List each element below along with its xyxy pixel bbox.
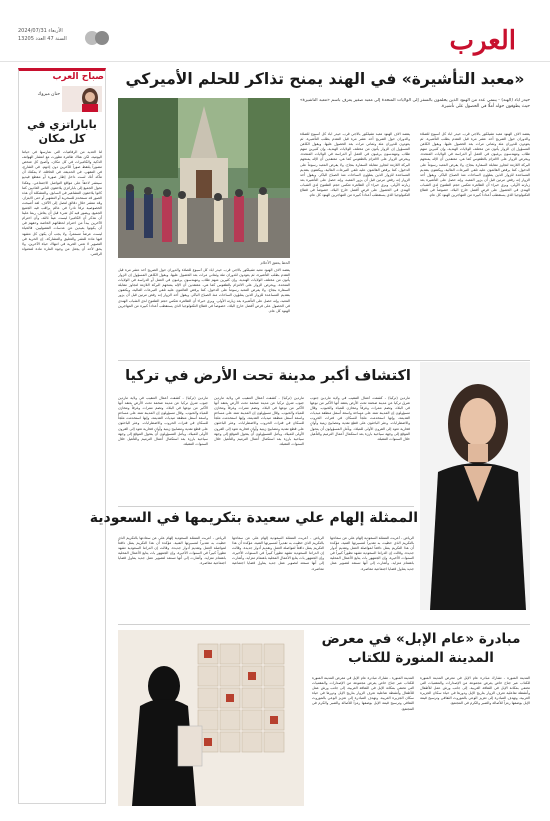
author-photo	[62, 86, 102, 112]
story-1-deck: حيدر آباد (الهند) - ينتمي عدد من الهنود الذين يحلمون بالسفر إلى الولايات المتحدة إلى معبد صغير يعرف باسم «معبد التأشيرة» حيث يطوفون حوله أملًا في الحصول على تأشيرة.	[300, 98, 530, 110]
story-4-body-column: المدينة المنورة - تشارك مبادرة عام الإبل في معرض المدينة المنورة للكتاب عبر جناح خاص يعرض مجموعة من الإصدارات والمقتنيات التي تحتفي بمكانة الإبل في الثقافة العربية، إلى جانب ورش عمل للأطفال وأنشطة تفاعلية تعرف الزوار بتاريخ الإبل ودورها في حياة سكان الجزيرة العربية. وتهدف المبادرة إلى تعزيز الوعي بالموروث الثقافي وترسيخ قيمة الإبل بوصفها رمزاً للأصالة والصبر والكرم في المجتمع.	[420, 676, 530, 706]
story-2-body-column: ماردين (تركيا) - كشفت أعمال التنقيب في ولاية ماردين جنوب شرق تركيا عن مدينة ضخمة تحت الأرض يعتقد أنها الأكبر من نوعها في البلاد، وتضم ممرات وغرفاً ومخازن للمياه والحبوب. وقال مسؤولون إن المدينة تمتد على مساحة واسعة أسفل منطقة ميديات القديمة، وإنها استخدمت ملجأً للسكان في فترات الحروب والاضطرابات. وعثر الباحثون على قطع نقدية ومصابيح زيتية وأوانٍ فخارية تعود إلى القرون الأولى للميلاد. ويأمل المسؤولون أن يتحول الموقع إلى وجهة سياحية بارزة بعد استكمال أعمال الترميم والتأهيل خلال السنوات المقبلة.	[310, 396, 410, 441]
story-2-headline: اكتشاف أكبر مدينة تحت الأرض في تركيا	[125, 368, 411, 384]
issue-line: السنة 47 العدد 13205	[18, 36, 67, 42]
story-1-caption: الحظ يحقق الأحلام	[260, 260, 290, 265]
section-divider	[118, 506, 414, 507]
actress-photo	[420, 362, 530, 610]
section-divider	[118, 360, 530, 361]
sidebar-author-name: حنان مبروك	[37, 92, 60, 97]
story-2-body-column: ماردين (تركيا) - كشفت أعمال التنقيب في ولاية ماردين جنوب شرق تركيا عن مدينة ضخمة تحت الأرض يعتقد أنها الأكبر من نوعها في البلاد، وتضم ممرات وغرفاً ومخازن للمياه والحبوب. وقال مسؤولون إن المدينة تمتد على مساحة واسعة أسفل منطقة ميديات القديمة، وإنها استخدمت ملجأً للسكان في فترات الحروب والاضطرابات. وعثر الباحثون على قطع نقدية ومصابيح زيتية وأوانٍ فخارية تعود إلى القرون الأولى للميلاد. ويأمل المسؤولون أن يتحول الموقع إلى وجهة سياحية بارزة بعد استكمال أعمال الترميم والتأهيل خلال السنوات المقبلة.	[214, 396, 304, 446]
story-1-headline: «معبد التأشيرة» في الهند يمنح تذاكر للحلم الأميركي	[125, 70, 525, 88]
sidebar-section-title: صباح العرب	[52, 72, 104, 82]
logo-text: العرب	[449, 26, 516, 56]
sidebar-body: لنا العديد من الرفاهيات التي نمارسها في حياتنا اليومية، لكن هناك ظاهرة تطورت مع انتشار الهواتف الذكية والكاميرات في كل مكان، وأصبح كل شخص مصوراً يلتقط صوراً للآخرين دون إذنهم. في الشارع، في المقهى، في الحديقة، في الحافلة، لا يمكنك أن تتأكد أنك لست داخل إطار صورة أو مقطع فيديو سينشر لاحقاً على مواقع التواصل الاجتماعي. وهكذا تحول الجميع إلى باباراتزي يلاحقون الناس العاديين كما كانوا يلاحقون المشاهير في السابق. والمشكلة أن هذه الصور قد تستخدم للسخرية أو التشهير أو حتى الابتزاز، وقد تنتشر خلال دقائق لتصل إلى الآلاف. لقد أصبحت الخصوصية ترفاً نادراً في عالم يراقب فيه الجميع الجميع، ويصور فيه كل شيء قبل أن يعاش. ربما علينا أن نتذكر أن الكاميرا ليست عيناً ثالثة، وأن احترام الآخرين يبدأ من احترام لحظاتهم الخاصة وحقهم في أن يكونوا بعيدين عن عدسات الفضوليين. فالحياة ليست عرضاً مستمراً، ولا يجب أن يكون كل مشهد فيها مادة للنشر والتعليق والمشاركة. إن الحرية في التصوير لا تعني الحرية في انتهاك حياة الآخرين، ولا يحق لأحد أن يجعل من وجوه المارة مادة لمحتواه الرقمي.	[22, 150, 102, 256]
story-2-body-column: ماردين (تركيا) - كشفت أعمال التنقيب في ولاية ماردين جنوب شرق تركيا عن مدينة ضخمة تحت الأرض يعتقد أنها الأكبر من نوعها في البلاد، وتضم ممرات وغرفاً ومخازن للمياه والحبوب. وقال مسؤولون إن المدينة تمتد على مساحة واسعة أسفل منطقة ميديات القديمة، وإنها استخدمت ملجأً للسكان في فترات الحروب والاضطرابات. وعثر الباحثون على قطع نقدية ومصابيح زيتية وأوانٍ فخارية تعود إلى القرون الأولى للميلاد. ويأمل المسؤولون أن يتحول الموقع إلى وجهة سياحية بارزة بعد استكمال أعمال الترميم والتأهيل خلال السنوات المقبلة.	[118, 396, 208, 446]
date-line: الأربعاء 2024/07/31	[18, 28, 63, 34]
story-1-body-column: يقصد آلاف الهنود معبد تشيلكور بالاجي قرب حيدر آباد كل أسبوع للصلاة والدوران حول الضريح أحد عشر مرة قبل التقدم بطلب التأشيرة، ثم يعودون للدوران مئة وثماني مرات بعد الحصول عليها. ويقول الكاهن المسؤول إن الزوار يأتون من مختلف الولايات الهندية، وإن كثيرين منهم طلاب ومهندسون يرغبون في العمل أو الدراسة في الولايات المتحدة. ويحرص الزوار على الالتزام بالطقوس كما هي، معتقدين أن الإله يمنحهم البركة اللازمة لتجاوز مقابلة السفارة بنجاح. ولا يفرض المعبد رسوماً على الدخول، كما يرفض القائمون عليه تلقي التبرعات المالية، ويكتفون بتقديم المساعدة للزوار الذين يملؤون الساحات منذ الصباح الباكر. ويقول أحد الزوار إنه رفض مرتين قبل أن يزور المعبد، وإنه حصل على التأشيرة بعد زيارته الأولى. ويرى خبراء أن الظاهرة تعكس حجم الطموح لدى الشباب الهندي في الحصول على فرص أفضل خارج البلاد، خصوصاً في قطاع التكنولوجيا الذي يستقطب أعداداً كبيرة من المهاجرين الهنود كل عام.	[420, 132, 530, 198]
section-divider	[118, 624, 530, 625]
story-3-body-column: الرياض - أعربت الممثلة السعودية إلهام علي عن سعادتها بالتكريم الذي حظيت به تقديراً لمسيرتها الفنية، مؤكدة أن هذا التكريم يمثل دافعاً لمواصلة العمل وتقديم أدوار جديدة. وقالت إن الدراما السعودية تشهد تطوراً كبيراً في السنوات الأخيرة، وإن الجمهور بات يتابع الأعمال المحلية باهتمام متزايد. وأشارت إلى أنها تستعد لتصوير عمل جديد يتناول قضايا اجتماعية معاصرة.	[118, 536, 226, 566]
date-block	[18, 27, 98, 43]
book-fair-photo	[118, 630, 304, 806]
newspaper-logo	[432, 26, 516, 56]
sidebar-headline: باباراتزي في كل مكان	[27, 118, 97, 145]
story-3-body-column: الرياض - أعربت الممثلة السعودية إلهام علي عن سعادتها بالتكريم الذي حظيت به تقديراً لمسيرتها الفنية، مؤكدة أن هذا التكريم يمثل دافعاً لمواصلة العمل وتقديم أدوار جديدة. وقالت إن الدراما السعودية تشهد تطوراً كبيراً في السنوات الأخيرة، وإن الجمهور بات يتابع الأعمال المحلية باهتمام متزايد. وأشارت إلى أنها تستعد لتصوير عمل جديد يتناول قضايا اجتماعية معاصرة.	[330, 536, 414, 571]
story-1-body-column: يقصد آلاف الهنود معبد تشيلكور بالاجي قرب حيدر آباد كل أسبوع للصلاة والدوران حول الضريح أحد عشر مرة قبل التقدم بطلب التأشيرة، ثم يعودون للدوران مئة وثماني مرات بعد الحصول عليها. ويقول الكاهن المسؤول إن الزوار يأتون من مختلف الولايات الهندية، وإن كثيرين منهم طلاب ومهندسون يرغبون في العمل أو الدراسة في الولايات المتحدة. ويحرص الزوار على الالتزام بالطقوس كما هي، معتقدين أن الإله يمنحهم البركة اللازمة لتجاوز مقابلة السفارة بنجاح. ولا يفرض المعبد رسوماً على الدخول، كما يرفض القائمون عليه تلقي التبرعات المالية، ويكتفون بتقديم المساعدة للزوار الذين يملؤون الساحات منذ الصباح الباكر. ويقول أحد الزوار إنه رفض مرتين قبل أن يزور المعبد، وإنه حصل على التأشيرة بعد زيارته الأولى. ويرى خبراء أن الظاهرة تعكس حجم الطموح لدى الشباب الهندي في الحصول على فرص أفضل خارج البلاد، خصوصاً في قطاع التكنولوجيا الذي يستقطب أعداداً كبيرة من المهاجرين الهنود كل عام.	[118, 268, 290, 313]
story-1-body-column: يقصد آلاف الهنود معبد تشيلكور بالاجي قرب حيدر آباد كل أسبوع للصلاة والدوران حول الضريح أحد عشر مرة قبل التقدم بطلب التأشيرة، ثم يعودون للدوران مئة وثماني مرات بعد الحصول عليها. ويقول الكاهن المسؤول إن الزوار يأتون من مختلف الولايات الهندية، وإن كثيرين منهم طلاب ومهندسون يرغبون في العمل أو الدراسة في الولايات المتحدة. ويحرص الزوار على الالتزام بالطقوس كما هي، معتقدين أن الإله يمنحهم البركة اللازمة لتجاوز مقابلة السفارة بنجاح. ولا يفرض المعبد رسوماً على الدخول، كما يرفض القائمون عليه تلقي التبرعات المالية، ويكتفون بتقديم المساعدة للزوار الذين يملؤون الساحات منذ الصباح الباكر. ويقول أحد الزوار إنه رفض مرتين قبل أن يزور المعبد، وإنه حصل على التأشيرة بعد زيارته الأولى. ويرى خبراء أن الظاهرة تعكس حجم الطموح لدى الشباب الهندي في الحصول على فرص أفضل خارج البلاد، خصوصاً في قطاع التكنولوجيا الذي يستقطب أعداداً كبيرة من المهاجرين الهنود كل عام.	[300, 132, 410, 198]
temple-photo	[118, 98, 290, 258]
story-3-body-column: الرياض - أعربت الممثلة السعودية إلهام علي عن سعادتها بالتكريم الذي حظيت به تقديراً لمسيرتها الفنية، مؤكدة أن هذا التكريم يمثل دافعاً لمواصلة العمل وتقديم أدوار جديدة. وقالت إن الدراما السعودية تشهد تطوراً كبيراً في السنوات الأخيرة، وإن الجمهور بات يتابع الأعمال المحلية باهتمام متزايد. وأشارت إلى أنها تستعد لتصوير عمل جديد يتناول قضايا اجتماعية معاصرة.	[232, 536, 324, 571]
story-4-headline: مبادرة «عام الإبل» في معرض المدينة المنورة للكتاب	[321, 631, 521, 666]
story-3-headline: الممثلة إلهام علي سعيدة بتكريمها في السعودية	[89, 510, 418, 526]
story-4-body-column: المدينة المنورة - تشارك مبادرة عام الإبل في معرض المدينة المنورة للكتاب عبر جناح خاص يعرض مجموعة من الإصدارات والمقتنيات التي تحتفي بمكانة الإبل في الثقافة العربية، إلى جانب ورش عمل للأطفال وأنشطة تفاعلية تعرف الزوار بتاريخ الإبل ودورها في حياة سكان الجزيرة العربية. وتهدف المبادرة إلى تعزيز الوعي بالموروث الثقافي وترسيخ قيمة الإبل بوصفها رمزاً للأصالة والصبر والكرم في المجتمع.	[312, 676, 414, 711]
